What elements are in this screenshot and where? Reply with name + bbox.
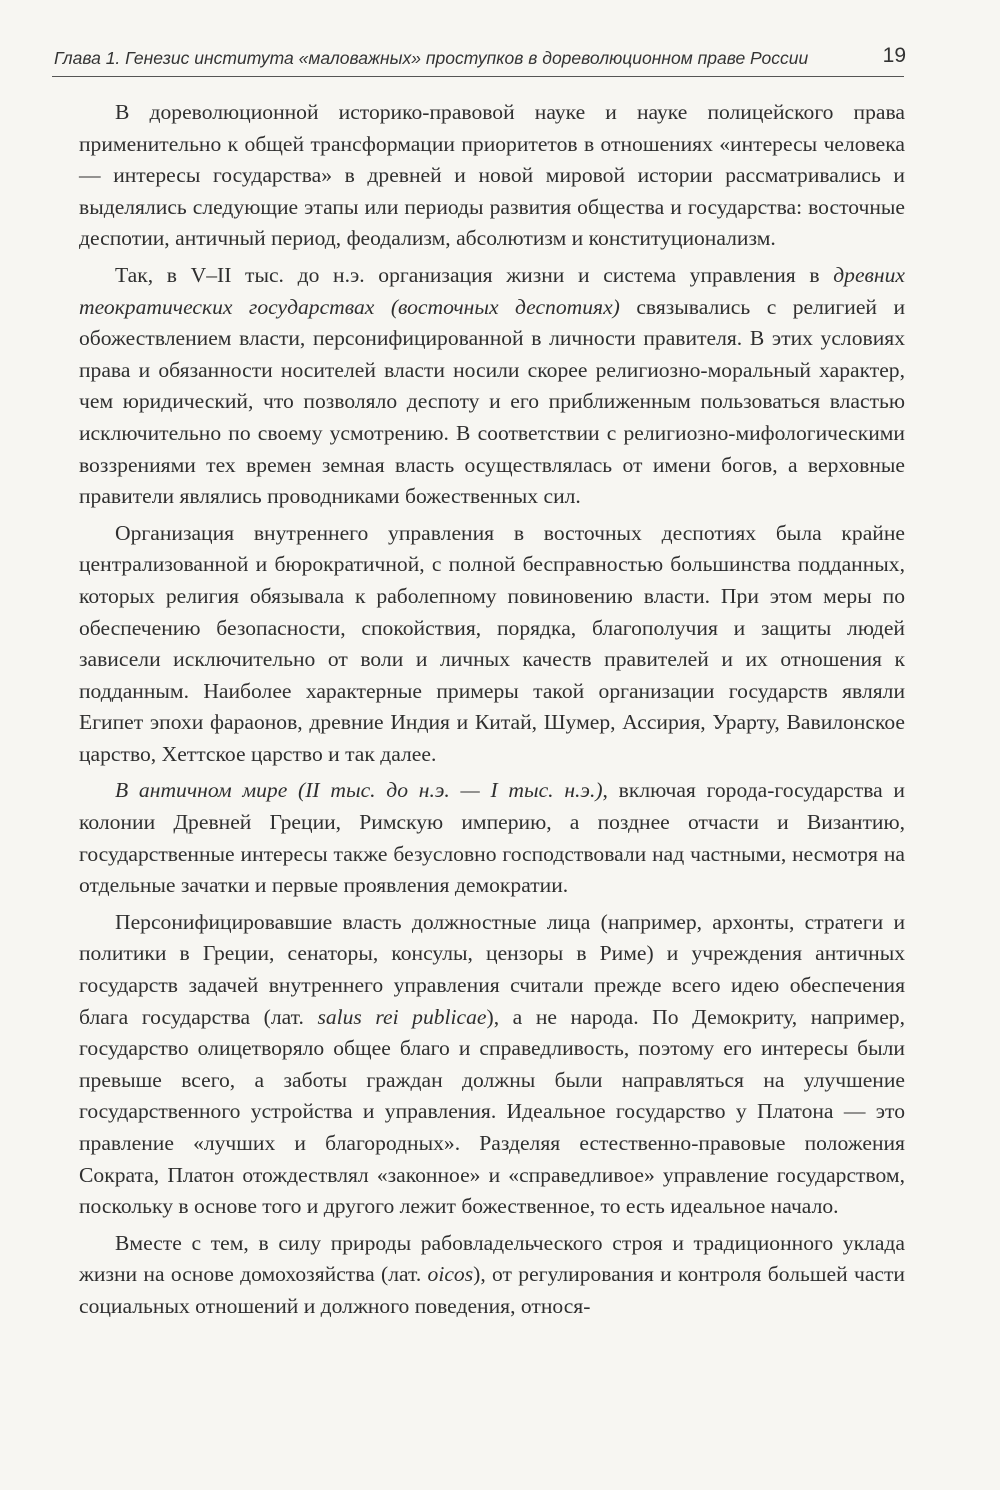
text-run: ), от регулирования и контроля большей части социальных отношений и должного поведения, относя- bbox=[79, 1262, 905, 1318]
page-number: 19 bbox=[882, 44, 906, 67]
text-run: связывались с религией и обожествлением власти, персонифицированной в личности правителя. В этих условиях права и обязанности носителей власти носили скорее религиозно-моральный характер, чем юридический, что позволяло деспоту и его приближенным пользоваться властью исключительно по своему усмотрению. В соответствии с религиозно-мифологическими воззрениями тех времен земная власть осуществлялась от имени богов, а верховные правители являлись проводниками божественных сил. bbox=[79, 294, 905, 509]
paragraph bbox=[79, 260, 905, 513]
italic-text-run: древних теократических государствах (восточных деспотиях) bbox=[79, 262, 905, 319]
italic-text-run: В античном мире (II тыс. до н.э. — I тыс. н.э.) bbox=[115, 778, 603, 803]
text-run: Организация внутреннего управления в восточных деспотиях была крайне централизованной и бюрократичной, с полной бесправностью большинства подданных, которых религия обязывала к раболепному повиновению власти. При этом меры по обеспечению безопасности, спокойствия, порядка, благополучия и защиты людей зависели исключительно от воли и личных качеств правителей и их отношения к подданным. Наиболее характерные примеры такой организации государств являли Египет эпохи фараонов, древние Индия и Китай, Шумер, Ассирия, Урарту, Вавилонское царство, Хеттское царство и так далее. bbox=[79, 520, 905, 766]
text-run: Персонифицировавшие власть должностные лица (например, архонты, стратеги и политики в Греции, сенаторы, консулы, цензоры в Риме) и учреждения античных государств задачей внутреннего управления считали прежде всего идею обеспечения блага государства (лат. bbox=[79, 909, 905, 1029]
chapter-title: Глава 1. Генезис института «маловажных» проступков в дореволюционном праве России bbox=[54, 48, 809, 68]
paragraph bbox=[79, 97, 905, 255]
text-run: ), а не народа. По Демокриту, например, государство олицетворяло общее благо и справедливость, поэтому его интересы были превыше всего, а заботы граждан должны были направляться на улучшение государственного устройства и управления. Идеальное государство у Платона — это правление «лучших и благородных». Разделяя естественно-правовые положения Сократа, Платон отождествлял «законное» и «справедливое» управление государством, поскольку в основе того и другого лежит божественное, то есть идеальное начало. bbox=[79, 1004, 905, 1219]
paragraph bbox=[79, 1228, 905, 1323]
body-text bbox=[79, 97, 905, 1328]
text-run: В дореволюционной историко-правовой науке и науке полицейского права применительно к общей трансформации приоритетов в отношениях «интересы человека — интересы государства» в древней и новой мировой истории рассматривались и выделялись следующие этапы или периоды развития общества и государства: восточные деспотии, античный период, феодализм, абсолютизм и конституционализм. bbox=[79, 100, 905, 251]
paragraph bbox=[79, 907, 905, 1223]
running-header bbox=[52, 42, 904, 77]
text-run: Вместе с тем, в силу природы рабовладельческого строя и традиционного уклада жизни на основе домохозяйства (лат. bbox=[79, 1230, 905, 1287]
text-run: , включая города-государства и колонии Древней Греции, Римскую империю, а позднее отчасти и Византию, государственные интересы также безусловно господствовали над частными, несмотря на отдельные зачатки и первые проявления демократии. bbox=[79, 778, 905, 898]
italic-text-run: oicos bbox=[427, 1262, 474, 1287]
paragraph bbox=[79, 518, 905, 771]
paragraph bbox=[79, 775, 905, 901]
text-run: Так, в V–II тыс. до н.э. организация жизни и система управления в bbox=[115, 262, 834, 287]
italic-text-run: salus rei publicae bbox=[317, 1004, 487, 1029]
